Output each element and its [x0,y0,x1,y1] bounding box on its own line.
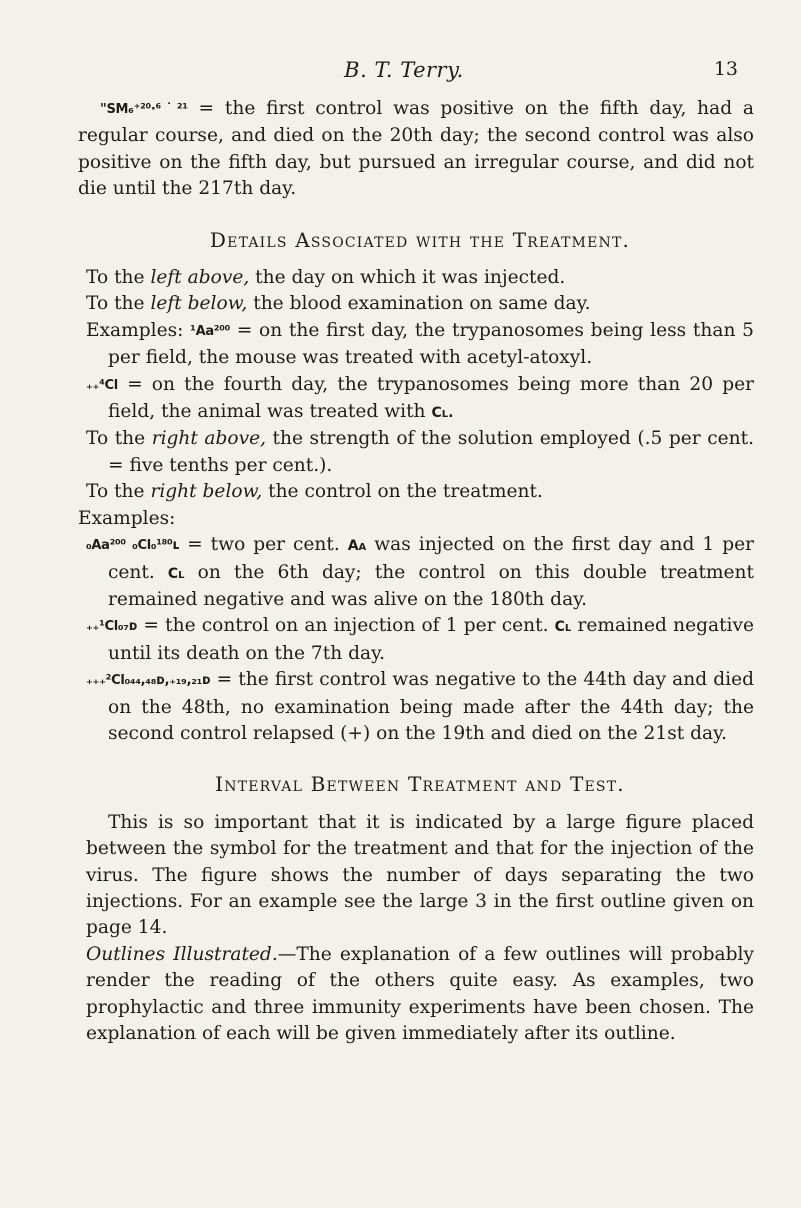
example-1 [86,318,754,372]
example-text: = the first control was negative to the 44th day and died on the 48th, no examination being made after the 44th day; the second control relapsed (+) on the 19th and died on the 21st day. [108,669,754,744]
interval-paragraph: This is so important that it is indicated by a large figure placed between the symbol for the treatment and that for the injection of the virus. The figure shows the number of days separating the two injections. For an example see the large 3 in the first outline given on page 14. [86,811,754,939]
drug-abbrev: Cl [167,565,185,582]
intro-text: = the first control was positive on the fifth day, had a regular course, and died on the 20th day; the second control was also positive on the fifth day, but pursued an irregular course, and did not die until the 217th day. [78,98,754,200]
example-text: = two per cent. [179,534,348,556]
rule-text: To the [86,481,151,503]
heading-interval: Interval Between Treatment and Test. [215,772,625,797]
example-text: = on the first day, the trypanosomes being less than 5 per field, the mouse was treated with acetyl-atoxyl. [108,319,754,369]
rule-text: To the [86,428,152,450]
running-head [70,58,738,88]
example-symbol: ₊₊⁴Cl [86,377,118,393]
outlines-text: —The explanation of a few outlines will probably render the reading of the others quite easy. As examples, two prophylactic and three immunity experiments have been chosen. The explanation of each will be given immediately after its outline. [86,943,754,1044]
rule-text: To the [86,267,151,289]
rule-text: the strength of the solution employed (.5 per cent. = five tenths per cent.). [108,428,754,476]
page-number: 13 [713,58,738,80]
intro-symbol: "SM₆⁺²⁰·⁶˙²¹ [100,102,188,117]
example-text: was injected on the first day and 1 per cent. [108,534,754,583]
example-text: = the control on an injection of 1 per cent. [137,615,555,637]
rule-text: the day on which it was injected. [249,267,566,289]
example-text: on the 6th day; the control on this double treatment remained negative and was alive on the 180th day. [108,561,754,610]
rule-position: right above, [151,428,267,450]
drug-abbrev: Cl. [431,405,454,422]
rule-right-below [86,479,754,505]
drug-abbrev: Aa [347,538,367,555]
outlines-heading: Outlines Illustrated. [86,943,278,965]
rule-position: left above, [150,267,250,289]
rule-position: left below, [150,293,248,315]
rule-position: right below, [150,481,263,503]
example-symbol: ₀Aa²⁰⁰ ₀Cl₀¹⁸⁰ʟ [86,538,180,554]
drug-abbrev: Cl [554,619,572,636]
rule-right-above [86,426,754,479]
rule-left-below [86,291,754,317]
outlines-paragraph [86,942,754,1048]
example-symbol: ₊₊¹Cl₀₇ᴅ [86,619,138,635]
rule-text: To the [86,293,151,315]
running-title: B. T. Terry. [344,58,464,82]
rule-text: the control on the treatment. [262,481,543,503]
heading-details-treatment: Details Associated with the Treatment. [209,227,631,252]
examples-label-line: Examples: [78,507,176,529]
rule-left-above [86,265,754,291]
example-4 [86,613,754,667]
example-5 [86,667,754,747]
example-text: = on the fourth day, the trypanosomes being more than 20 per field, the animal was treated with [108,373,754,423]
example-symbol: ¹Aa²⁰⁰ [190,323,230,339]
rule-text: the blood examination on same day. [247,293,591,315]
example-3 [86,532,754,613]
examples-label: Examples: [86,319,191,341]
example-2 [86,372,754,427]
example-text: remained negative until its death on the 7th day. [108,615,754,664]
example-symbol: ₊₊₊²Cl₀₄₄,₄₈ᴅ,₊₁₉,₂₁ᴅ [86,673,211,689]
body-text [78,96,754,1047]
intro-paragraph [78,96,754,203]
